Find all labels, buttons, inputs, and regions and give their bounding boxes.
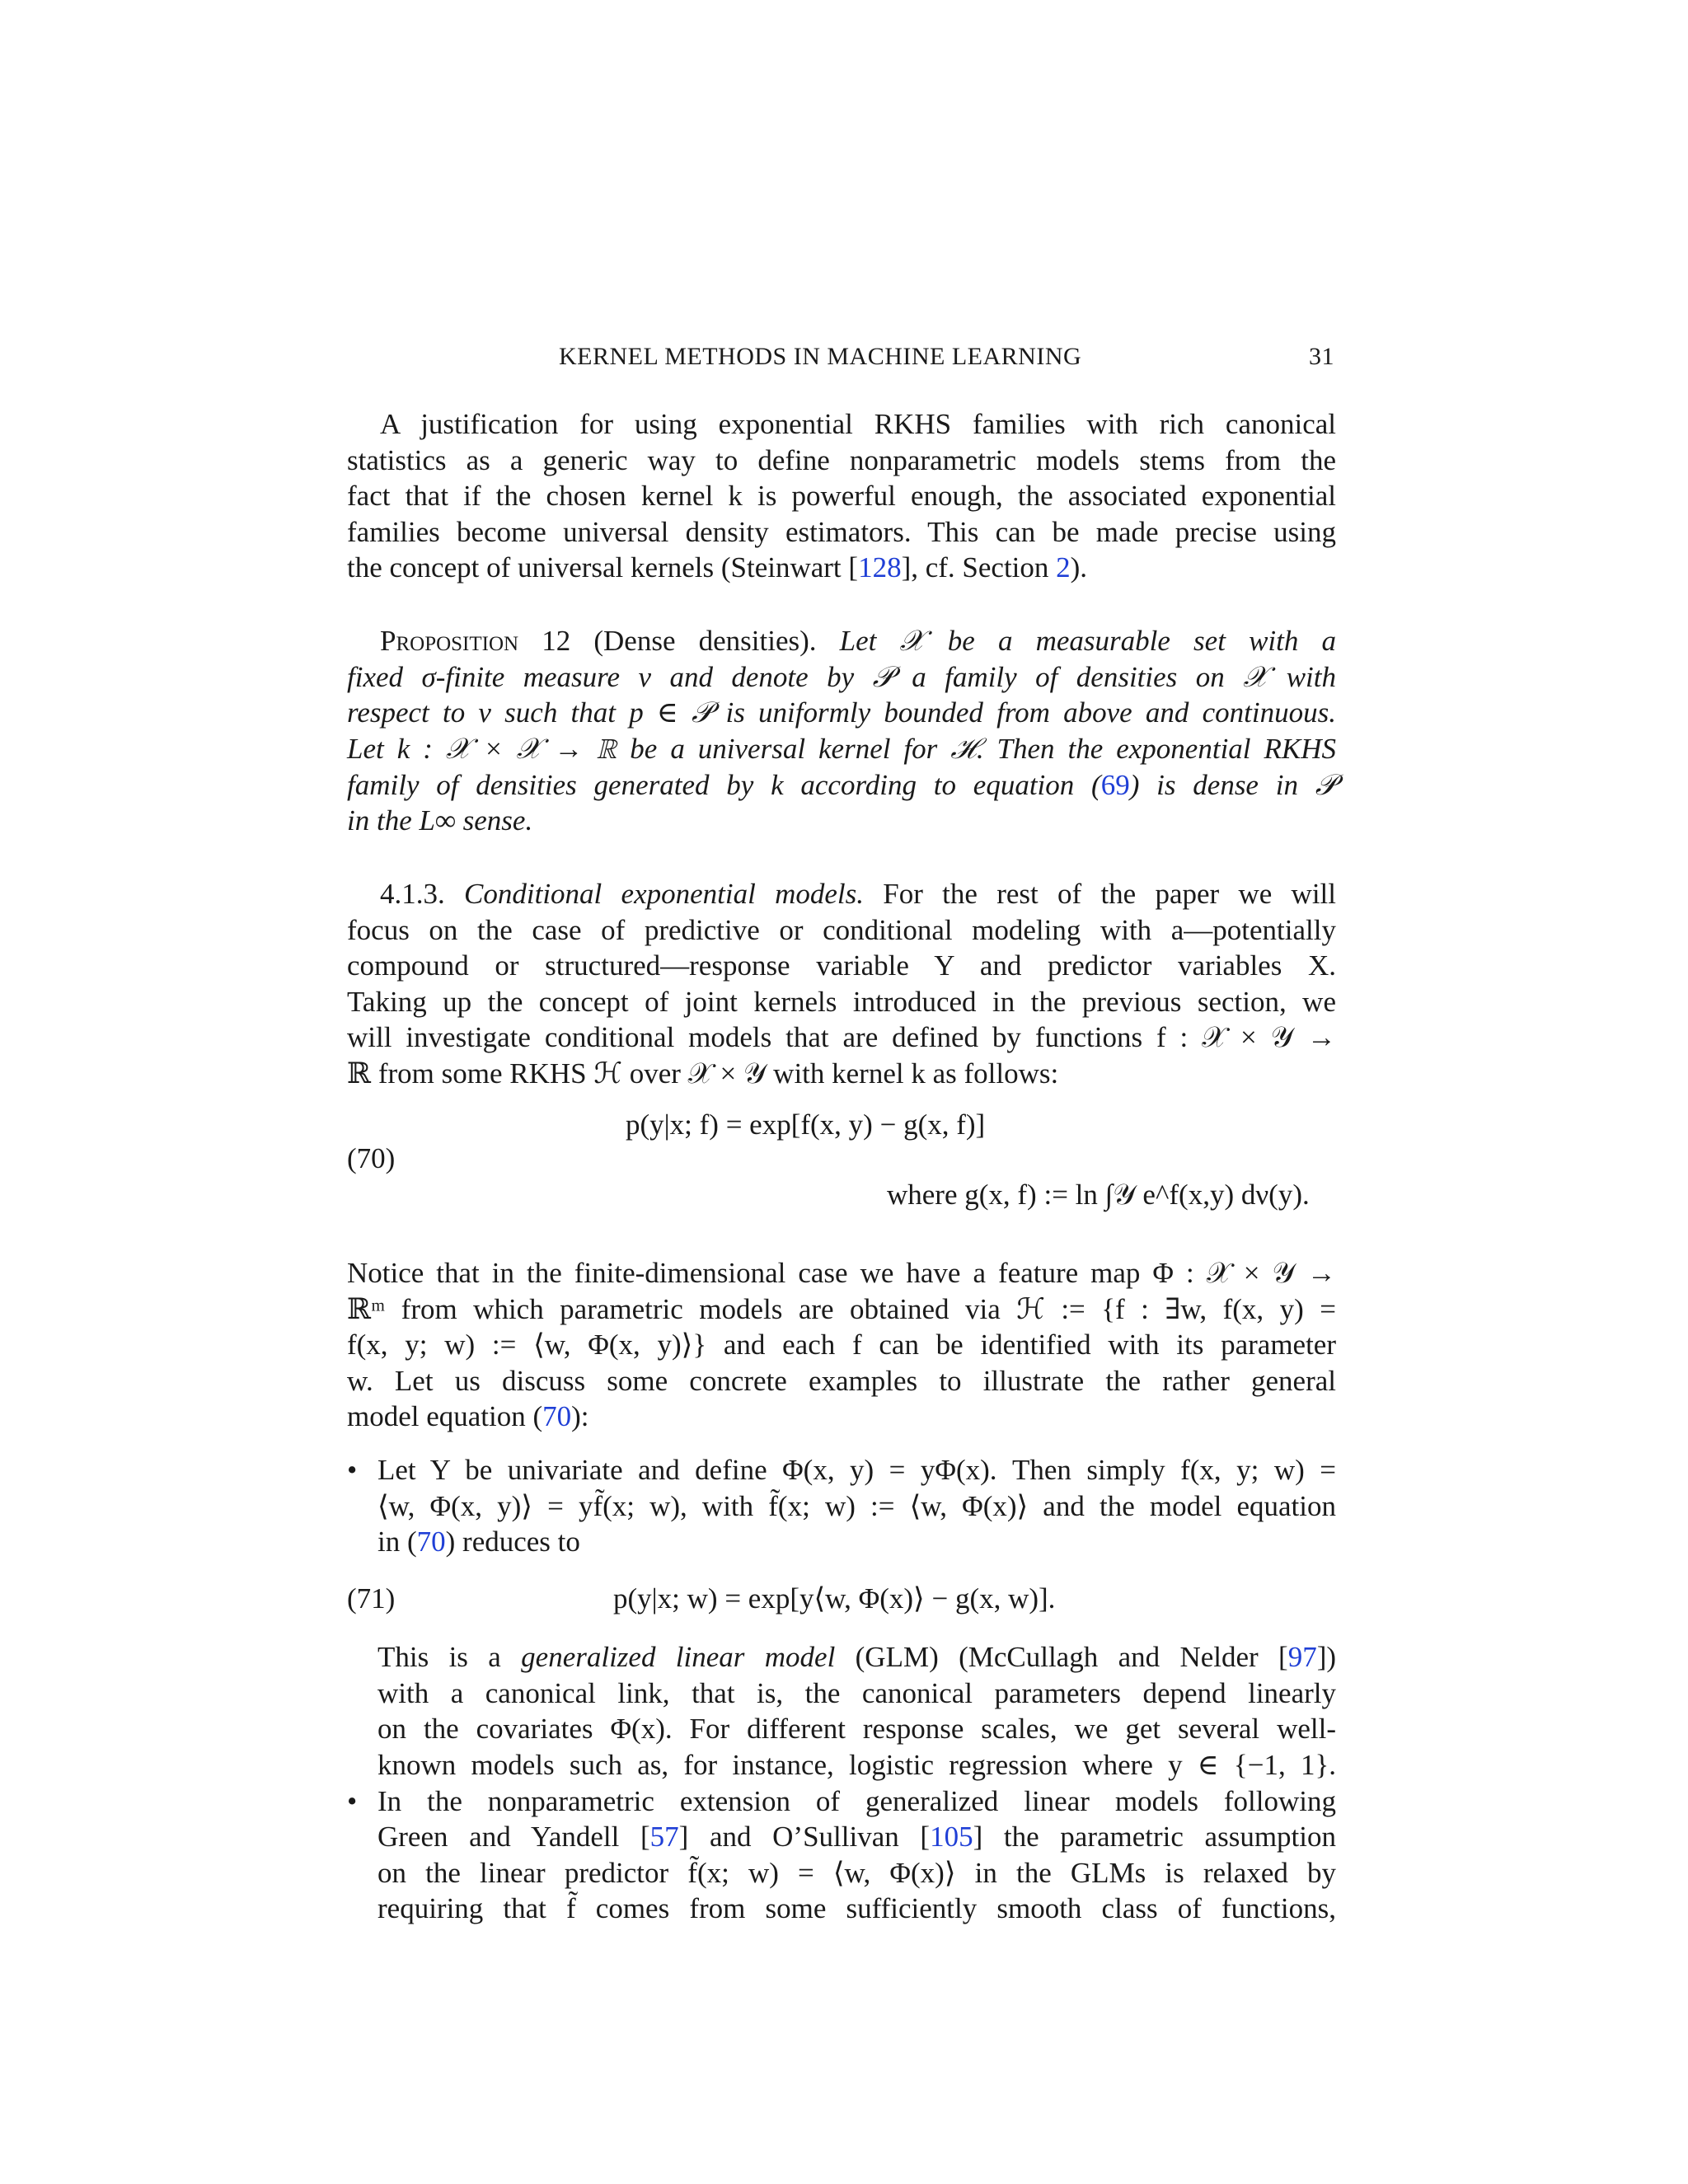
equation-70-line-1: p(y|x; f) = exp[f(x, y) − g(x, f)]	[626, 1108, 986, 1141]
section-title: Conditional exponential models.	[464, 878, 864, 910]
equation-70-line-2: where g(x, f) := ln ∫𝒴 e^f(x,y) dν(y).	[887, 1179, 1310, 1211]
citation-128[interactable]: 128	[858, 551, 902, 583]
bullet2-line-2: Green and Yandell [57] and O’Sullivan [105] the parametric assumption	[377, 1821, 1337, 1853]
proposition-label: Proposition 12	[380, 625, 571, 657]
section-line-5: will investigate conditional models that are defined by functions f : 𝒳 × 𝒴 →	[347, 1021, 1336, 1053]
proposition-line-1	[347, 623, 1336, 659]
equation-71-content: p(y|x; w) = exp[y⟨w, Φ(x)⟩ − g(x, w)].	[613, 1582, 1056, 1615]
bullet1-line-3: in (70) reduces to	[377, 1526, 580, 1558]
citation-57[interactable]: 57	[649, 1821, 679, 1853]
bullet-marker-1: •	[347, 1454, 358, 1486]
bullet1-cont-line-4: known models such as, for instance, logistic regression where y ∈ {−1, 1}.	[377, 1749, 1336, 1781]
para1-line-5: the concept of universal kernels (Steinwart [128], cf. Section 2).	[347, 551, 1088, 583]
proposition-title: (Dense densities).	[593, 625, 817, 657]
bullet1-cont-line-3: on the covariates Φ(x). For different response scales, we get several well-	[377, 1713, 1336, 1745]
equation-70-ref-2[interactable]: 70	[416, 1526, 446, 1558]
section-line-1	[347, 876, 1336, 912]
bullet1-text-1: Let Y be univariate and define Φ(x, y) = yΦ(x). Then simply f(x, y; w) =	[377, 1454, 1336, 1486]
bullet-marker-2: •	[347, 1785, 358, 1817]
para2-line-5: model equation (70):	[347, 1400, 589, 1432]
proposition-line-4: Let k : 𝒳 × 𝒳 → ℝ be a universal kernel for ℋ. Then the exponential RKHS	[347, 733, 1336, 765]
bullet1-line-2: ⟨w, Φ(x, y)⟩ = yf̃(x; w), with f̃(x; w) := ⟨w, Φ(x)⟩ and the model equation	[377, 1490, 1336, 1522]
para1-line-2: statistics as a generic way to define nonparametric models stems from the	[347, 444, 1336, 476]
proposition-text-1: Let 𝒳 be a measurable set with a	[839, 625, 1336, 657]
bullet1-cont-line-2: with a canonical link, that is, the canonical parameters depend linearly	[377, 1677, 1336, 1709]
citation-97[interactable]: 97	[1287, 1641, 1317, 1673]
para1-line-3: fact that if the chosen kernel k is powerful enough, the associated exponential	[347, 480, 1336, 512]
para2-line-3: f(x, y; w) := ⟨w, Φ(x, y)⟩} and each f can be identified with its parameter	[347, 1329, 1336, 1361]
bullet2-line-4: requiring that f̃ comes from some sufficiently smooth class of functions,	[377, 1892, 1336, 1924]
bullet2-line-1	[347, 1783, 1336, 1820]
equation-69-ref[interactable]: 69	[1100, 769, 1130, 801]
section-2-ref[interactable]: 2	[1056, 551, 1071, 583]
proposition-line-6: in the L∞ sense.	[347, 804, 533, 837]
section-line-2: focus on the case of predictive or conditional modeling with a—potentially	[347, 914, 1336, 946]
citation-105[interactable]: 105	[930, 1821, 973, 1853]
para1-line-4: families become universal density estimators. This can be made precise using	[347, 516, 1336, 548]
section-line-4: Taking up the concept of joint kernels introduced in the previous section, we	[347, 986, 1336, 1018]
proposition-line-5: family of densities generated by k according to equation (69) is dense in 𝒫	[347, 769, 1336, 801]
para1-line-1: A justification for using exponential RKHS families with rich canonical	[380, 408, 1336, 440]
section-line-6: ℝ from some RKHS ℋ over 𝒳 × 𝒴 with kernel k as follows:	[347, 1057, 1059, 1090]
glm-term: generalized linear model	[521, 1641, 836, 1673]
section-number: 4.1.3.	[380, 878, 445, 910]
bullet1-cont-line-1: This is a generalized linear model (GLM) (McCullagh and Nelder [97])	[377, 1641, 1336, 1673]
section-line-3: compound or structured—response variable Y and predictor variables X.	[347, 949, 1336, 982]
proposition-line-3: respect to ν such that p ∈ 𝒫 is uniformly bounded from above and continuous.	[347, 696, 1336, 729]
bullet1-line-1	[347, 1452, 1336, 1488]
equation-70-number: (70)	[347, 1142, 396, 1174]
bullet2-line-3: on the linear predictor f̃(x; w) = ⟨w, Φ(x)⟩ in the GLMs is relaxed by	[377, 1857, 1336, 1889]
running-title: KERNEL METHODS IN MACHINE LEARNING	[559, 343, 1082, 370]
para2-line-4: w. Let us discuss some concrete examples to illustrate the rather general	[347, 1365, 1336, 1397]
page-number: 31	[1309, 343, 1334, 370]
equation-71-number: (71)	[347, 1582, 396, 1615]
section-text-1: For the rest of the paper we will	[883, 878, 1337, 910]
equation-70-ref-1[interactable]: 70	[542, 1400, 572, 1432]
para2-line-2: ℝᵐ from which parametric models are obtained via ℋ := {f : ∃w, f(x, y) =	[347, 1293, 1336, 1325]
bullet2-text-1: In the nonparametric extension of generalized linear models following	[377, 1785, 1336, 1817]
para2-line-1: Notice that in the finite-dimensional case we have a feature map Φ : 𝒳 × 𝒴 →	[347, 1257, 1336, 1289]
proposition-line-2: fixed σ-finite measure ν and denote by 𝒫 a family of densities on 𝒳 with	[347, 661, 1336, 693]
